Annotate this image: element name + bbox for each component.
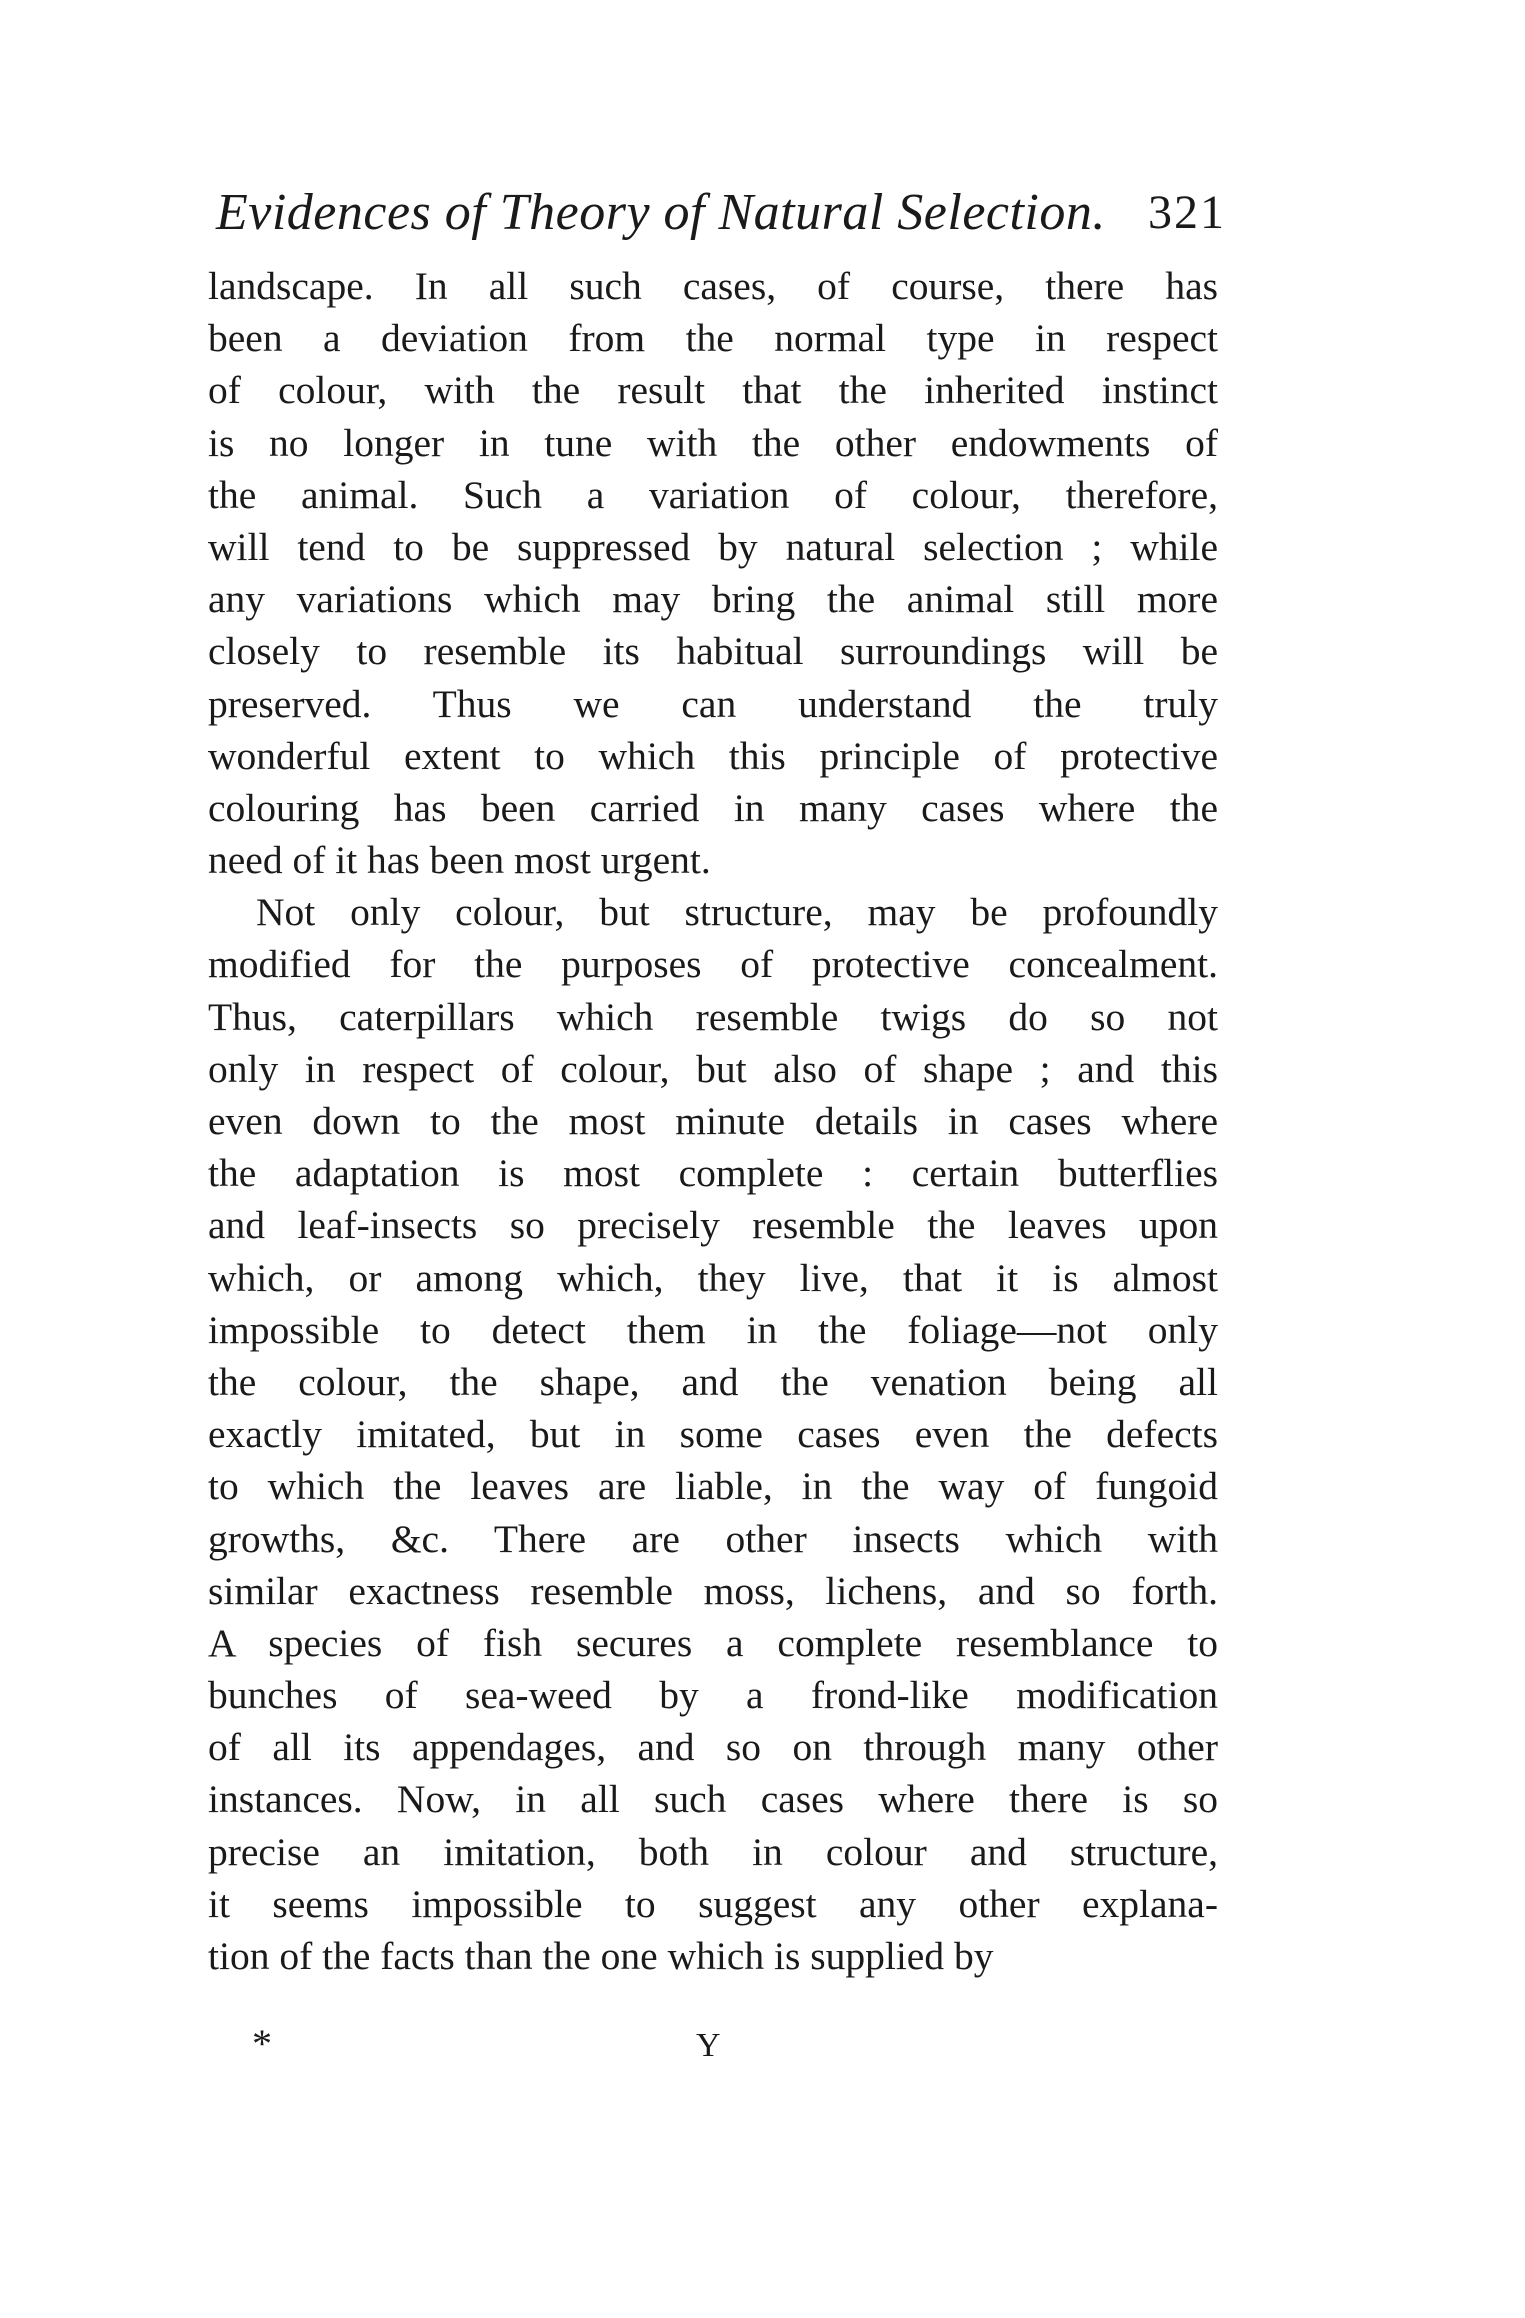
text-line: been a deviation from the normal type in respect — [208, 316, 1218, 361]
text-line: similar exactness resemble moss, lichens, and so forth. — [208, 1568, 1218, 1613]
text-line: which, or among which, they live, that it is almost — [208, 1255, 1218, 1300]
text-line: any variations which may bring the animal still more — [208, 577, 1218, 622]
text-line: wonderful extent to which this principle of protective — [208, 733, 1218, 778]
text-line: modified for the purposes of protective concealment. — [208, 942, 1218, 987]
text-line: the colour, the shape, and the venation being all — [208, 1359, 1218, 1404]
text-line: exactly imitated, but in some cases even the defects — [208, 1412, 1218, 1457]
text-line: it seems impossible to suggest any other explana- — [208, 1881, 1218, 1926]
signature-mark: Y — [696, 2027, 721, 2064]
body-text — [208, 260, 1218, 1982]
text-line: to which the leaves are liable, in the way of fungoid — [208, 1464, 1218, 1509]
text-line: of colour, with the result that the inherited instinct — [208, 368, 1218, 413]
paragraph — [208, 886, 1218, 1982]
text-line: the animal. Such a variation of colour, therefore, — [208, 472, 1218, 517]
text-line: only in respect of colour, but also of shape ; and this — [208, 1046, 1218, 1091]
text-line: even down to the most minute details in cases where — [208, 1099, 1218, 1143]
text-line: Not only colour, but structure, may be profoundly — [256, 890, 1218, 935]
text-line: of all its appendages, and so on through many other — [208, 1725, 1218, 1770]
page-footer — [208, 2018, 1218, 2070]
text-line: bunches of sea-weed by a frond-like modification — [208, 1673, 1218, 1718]
text-line: and leaf-insects so precisely resemble the leaves upon — [208, 1203, 1218, 1248]
text-line: preserved. Thus we can understand the truly — [208, 681, 1218, 726]
text-line: impossible to detect them in the foliage—not only — [208, 1307, 1218, 1352]
text-line: landscape. In all such cases, of course, there has — [208, 264, 1218, 308]
text-line: will tend to be suppressed by natural selection ; while — [208, 524, 1218, 569]
running-head — [216, 178, 1226, 248]
text-line: is no longer in tune with the other endowments of — [208, 420, 1218, 465]
text-line: instances. Now, in all such cases where there is so — [208, 1777, 1218, 1822]
text-line: tion of the facts than the one which is supplied by — [208, 1934, 994, 1978]
text-line: the adaptation is most complete : certain butterflies — [208, 1151, 1218, 1196]
text-line: Thus, caterpillars which resemble twigs do so not — [208, 994, 1218, 1039]
page-number: 321 — [1148, 186, 1226, 239]
running-title: Evidences of Theory of Natural Selection. — [216, 184, 1106, 241]
text-line: precise an imitation, both in colour and structure, — [208, 1829, 1218, 1874]
text-line: closely to resemble its habitual surroundings will be — [208, 629, 1218, 674]
text-line: colouring has been carried in many cases where the — [208, 785, 1218, 830]
paragraph — [208, 260, 1218, 886]
text-line: need of it has been most urgent. — [208, 838, 711, 883]
text-line: growths, &c. There are other insects which with — [208, 1516, 1218, 1561]
footnote-mark: * — [252, 2021, 272, 2066]
text-line: A species of fish secures a complete resemblance to — [208, 1620, 1218, 1665]
